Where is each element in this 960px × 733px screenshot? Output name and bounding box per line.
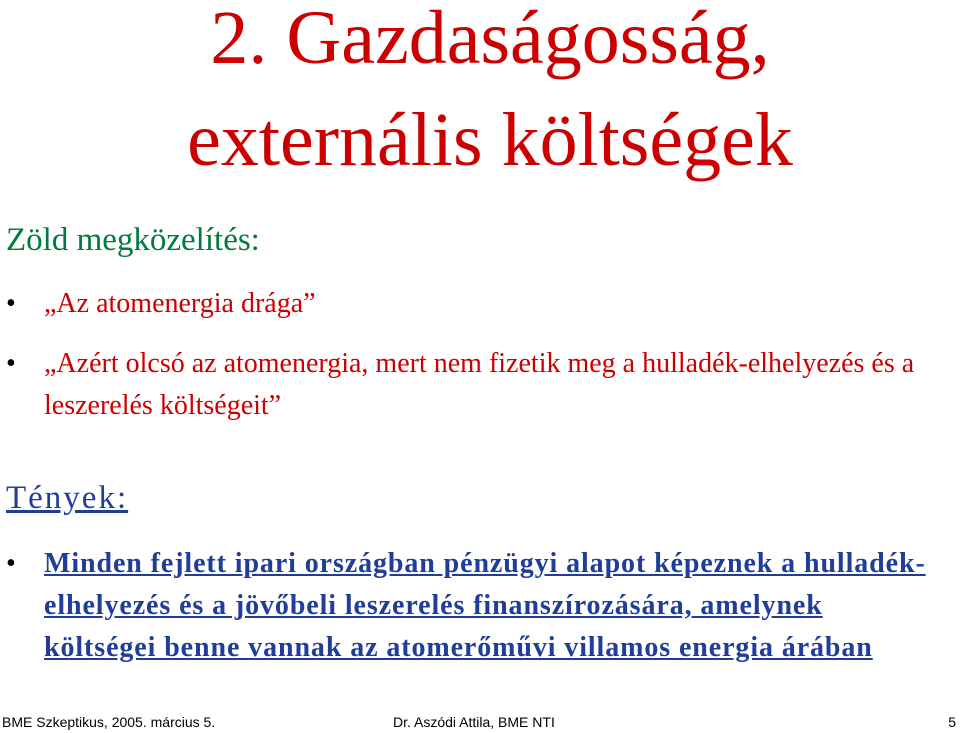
green-bullet-text: „Az atomenergia drága” <box>44 288 316 319</box>
slide-footer <box>0 712 960 732</box>
bullet-dot-icon: • <box>6 548 16 579</box>
facts-heading: Tények: <box>6 480 129 516</box>
bullet-dot-icon: • <box>6 288 16 319</box>
footer-author: Dr. Aszódi Attila, BME NTI <box>393 714 555 730</box>
footer-event: BME Szkeptikus, 2005. március 5. <box>2 714 216 730</box>
footer-page-number: 5 <box>948 714 956 730</box>
slide-title-line-1: 2. Gazdaságosság, <box>210 0 770 80</box>
facts-bullet-text: Minden fejlett ipari országban pénzügyi alapot képeznek a hulladék-elhelyezés és a jövőbeli leszerelés finanszírozására, amelynek költségei benne vannak az atomerőművi villamos energia árában <box>44 548 926 663</box>
slide-title-line-2: externális költségek <box>187 98 793 182</box>
green-bullet-text: „Azért olcsó az atomenergia, mert nem fizetik meg a hulladék-elhelyezés és a leszerelés költségeit” <box>44 348 915 421</box>
bullet-dot-icon: • <box>6 348 16 379</box>
green-approach-heading: Zöld megközelítés: <box>6 222 260 258</box>
